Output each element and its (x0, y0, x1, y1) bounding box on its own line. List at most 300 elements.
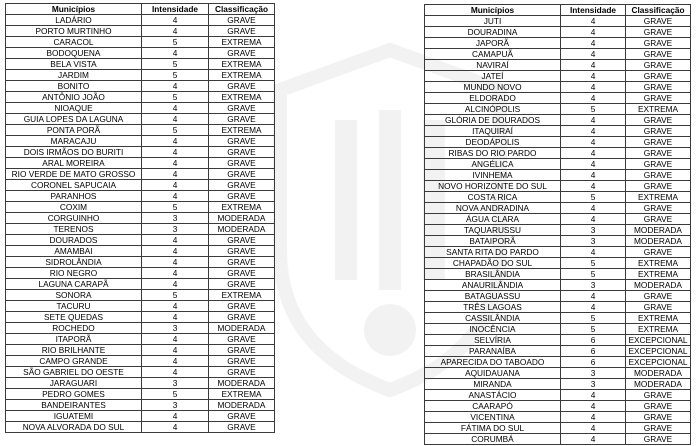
table-row (6, 367, 275, 378)
table-row (6, 191, 275, 202)
classificacao-cell: GRAVE (209, 367, 275, 378)
table-row (6, 103, 275, 114)
table-row (6, 114, 275, 125)
municipio-cell: JARDIM (6, 70, 142, 81)
classificacao-cell: GRAVE (209, 268, 275, 279)
classificacao-cell: GRAVE (209, 312, 275, 323)
intensidade-cell: 3 (142, 400, 209, 411)
intensidade-cell: 4 (561, 148, 626, 159)
table-row (6, 213, 275, 224)
header-intensidade: Intensidade (142, 4, 209, 15)
municipio-cell: COSTA RICA (425, 192, 561, 203)
municipio-cell: BATAGUASSU (425, 291, 561, 302)
table-row (425, 71, 691, 82)
classificacao-cell: EXTREMA (209, 59, 275, 70)
intensidade-cell: 3 (142, 213, 209, 224)
intensidade-cell: 4 (142, 103, 209, 114)
intensidade-cell: 4 (142, 81, 209, 92)
intensidade-cell: 4 (142, 147, 209, 158)
table-row (425, 346, 691, 357)
table-row (6, 15, 275, 26)
municipio-cell: TAQUARUSSU (425, 225, 561, 236)
classificacao-cell: GRAVE (626, 170, 691, 181)
intensidade-cell: 4 (142, 15, 209, 26)
intensidade-cell: 4 (561, 434, 626, 445)
table-row (6, 290, 275, 301)
intensidade-cell: 4 (142, 312, 209, 323)
municipio-cell: RIBAS DO RIO PARDO (425, 148, 561, 159)
municipio-cell: DOIS IRMÃOS DO BURITI (6, 147, 142, 158)
table-row (425, 93, 691, 104)
table-row (425, 357, 691, 368)
table-row (6, 268, 275, 279)
classificacao-cell: MODERADA (626, 280, 691, 291)
classificacao-cell: GRAVE (209, 147, 275, 158)
classificacao-cell: EXTREMA (209, 125, 275, 136)
intensidade-cell: 4 (561, 170, 626, 181)
table-row (425, 192, 691, 203)
header-row (425, 5, 691, 16)
intensidade-cell: 6 (561, 346, 626, 357)
intensidade-cell: 5 (142, 37, 209, 48)
intensidade-cell: 4 (561, 16, 626, 27)
table-row (425, 423, 691, 434)
classificacao-cell: GRAVE (626, 115, 691, 126)
table-row (6, 92, 275, 103)
table-row (6, 389, 275, 400)
municipio-cell: JAPORÃ (425, 38, 561, 49)
table-row (6, 136, 275, 147)
classificacao-cell: EXTREMA (626, 313, 691, 324)
classificacao-cell: MODERADA (626, 236, 691, 247)
table-row (6, 59, 275, 70)
classificacao-cell: MODERADA (209, 400, 275, 411)
municipio-cell: CAARAPÓ (425, 401, 561, 412)
intensidade-cell: 4 (561, 27, 626, 38)
intensidade-cell: 5 (561, 269, 626, 280)
table-row (6, 279, 275, 290)
municipio-cell: ANAURILÂNDIA (425, 280, 561, 291)
intensidade-cell: 6 (561, 335, 626, 346)
table-row (425, 269, 691, 280)
municipio-cell: NOVA ANDRADINA (425, 203, 561, 214)
classificacao-cell: EXTREMA (626, 192, 691, 203)
table-row (6, 202, 275, 213)
municipio-cell: CAMAPUÃ (425, 49, 561, 60)
table-row (425, 280, 691, 291)
classificacao-cell: GRAVE (626, 38, 691, 49)
municipio-cell: CARACOL (6, 37, 142, 48)
classificacao-cell: GRAVE (626, 423, 691, 434)
classificacao-cell: GRAVE (209, 246, 275, 257)
intensidade-cell: 4 (561, 291, 626, 302)
intensidade-cell: 4 (142, 235, 209, 246)
intensidade-cell: 4 (142, 136, 209, 147)
intensidade-cell: 4 (561, 181, 626, 192)
classificacao-cell: GRAVE (209, 26, 275, 37)
header-classificacao: Classificação (209, 4, 275, 15)
municipio-cell: DOURADINA (425, 27, 561, 38)
classificacao-cell: GRAVE (626, 137, 691, 148)
intensidade-cell: 4 (561, 302, 626, 313)
table-row (6, 37, 275, 48)
municipio-cell: FÁTIMA DO SUL (425, 423, 561, 434)
municipio-cell: RIO BRILHANTE (6, 345, 142, 356)
municipio-cell: JARAGUARI (6, 378, 142, 389)
municipio-cell: RIO NEGRO (6, 268, 142, 279)
intensidade-cell: 4 (142, 367, 209, 378)
intensidade-cell: 4 (142, 334, 209, 345)
classificacao-cell: EXTREMA (626, 104, 691, 115)
municipio-cell: LADÁRIO (6, 15, 142, 26)
table-row (425, 379, 691, 390)
classificacao-cell: GRAVE (209, 191, 275, 202)
table-row (425, 104, 691, 115)
intensidade-cell: 4 (142, 301, 209, 312)
classificacao-cell: EXTREMA (626, 258, 691, 269)
intensidade-cell: 4 (561, 126, 626, 137)
municipio-cell: ALCINÓPOLIS (425, 104, 561, 115)
municipio-cell: NOVO HORIZONTE DO SUL (425, 181, 561, 192)
intensidade-cell: 4 (142, 158, 209, 169)
table-row (425, 60, 691, 71)
municipio-cell: TACURU (6, 301, 142, 312)
classificacao-cell: GRAVE (626, 181, 691, 192)
classificacao-cell: GRAVE (626, 291, 691, 302)
table-row (6, 70, 275, 81)
table-row (6, 356, 275, 367)
table-row (6, 257, 275, 268)
municipio-cell: ARAL MOREIRA (6, 158, 142, 169)
classificacao-cell: EXTREMA (209, 290, 275, 301)
municipio-cell: TRÊS LAGOAS (425, 302, 561, 313)
table-row (425, 412, 691, 423)
table-row (425, 236, 691, 247)
classificacao-cell: EXTREMA (209, 70, 275, 81)
table-row (6, 323, 275, 334)
classificacao-cell: GRAVE (626, 203, 691, 214)
intensidade-cell: 5 (142, 290, 209, 301)
classificacao-cell: EXTREMA (209, 37, 275, 48)
table-row (6, 169, 275, 180)
municipio-cell: PEDRO GOMES (6, 389, 142, 400)
intensidade-cell: 4 (561, 137, 626, 148)
classificacao-cell: GRAVE (626, 434, 691, 445)
municipio-cell: TERENOS (6, 224, 142, 235)
municipio-cell: IGUATEMI (6, 411, 142, 422)
intensidade-cell: 4 (142, 246, 209, 257)
intensidade-cell: 4 (142, 26, 209, 37)
table-row (425, 159, 691, 170)
header-municipios: Municípios (425, 5, 561, 16)
classificacao-cell: GRAVE (626, 49, 691, 60)
classificacao-cell: GRAVE (209, 301, 275, 312)
municipio-cell: MARACAJU (6, 136, 142, 147)
intensidade-cell: 4 (142, 180, 209, 191)
municipio-cell: DOURADOS (6, 235, 142, 246)
table-row (6, 26, 275, 37)
table-row (425, 214, 691, 225)
table-row (425, 302, 691, 313)
municipio-cell: CHAPADÃO DO SUL (425, 258, 561, 269)
intensidade-cell: 4 (561, 214, 626, 225)
classificacao-cell: EXCEPCIONAL (626, 346, 691, 357)
intensidade-cell: 5 (142, 70, 209, 81)
table-row (425, 203, 691, 214)
intensidade-cell: 6 (561, 357, 626, 368)
intensidade-cell: 5 (561, 258, 626, 269)
table-row (6, 400, 275, 411)
classificacao-cell: GRAVE (626, 247, 691, 258)
municipio-cell: NIOAQUE (6, 103, 142, 114)
classificacao-cell: GRAVE (209, 81, 275, 92)
intensidade-cell: 4 (142, 169, 209, 180)
classificacao-cell: MODERADA (626, 225, 691, 236)
table-row (6, 334, 275, 345)
municipio-cell: PONTA PORÃ (6, 125, 142, 136)
table-row (6, 235, 275, 246)
header-intensidade: Intensidade (561, 5, 626, 16)
intensidade-cell: 5 (561, 324, 626, 335)
municipio-cell: INOCÊNCIA (425, 324, 561, 335)
intensidade-cell: 4 (142, 48, 209, 59)
classificacao-cell: GRAVE (626, 27, 691, 38)
classificacao-cell: GRAVE (209, 48, 275, 59)
municipio-cell: CORGUINHO (6, 213, 142, 224)
municipio-cell: GUIA LOPES DA LAGUNA (6, 114, 142, 125)
table-row (6, 422, 275, 433)
municipio-cell: CAMPO GRANDE (6, 356, 142, 367)
municipio-cell: PARANHOS (6, 191, 142, 202)
municipio-cell: SIDROLÂNDIA (6, 257, 142, 268)
intensidade-cell: 4 (561, 247, 626, 258)
table-row (425, 258, 691, 269)
municipio-cell: IVINHEMA (425, 170, 561, 181)
municipio-cell: SONORA (6, 290, 142, 301)
municipio-cell: BATAIPORÃ (425, 236, 561, 247)
table-row (6, 246, 275, 257)
classificacao-cell: GRAVE (626, 390, 691, 401)
classificacao-cell: EXTREMA (626, 324, 691, 335)
table-row (6, 224, 275, 235)
municipio-cell: ITAQUIRAÍ (425, 126, 561, 137)
table-row (425, 291, 691, 302)
intensidade-cell: 4 (142, 268, 209, 279)
table-row (425, 368, 691, 379)
classificacao-cell: GRAVE (209, 356, 275, 367)
table-row (425, 126, 691, 137)
intensidade-cell: 4 (142, 279, 209, 290)
intensidade-cell: 4 (142, 356, 209, 367)
municipio-cell: ANGÉLICA (425, 159, 561, 170)
municipio-cell: NAVIRAÍ (425, 60, 561, 71)
table-row (425, 49, 691, 60)
table-row (425, 401, 691, 412)
intensidade-cell: 4 (561, 203, 626, 214)
table-row (6, 301, 275, 312)
intensidade-cell: 4 (561, 412, 626, 423)
classificacao-cell: GRAVE (209, 345, 275, 356)
municipio-cell: CASSILÂNDIA (425, 313, 561, 324)
municipio-cell: VICENTINA (425, 412, 561, 423)
table-row (425, 324, 691, 335)
header-row (6, 4, 275, 15)
intensidade-cell: 4 (561, 115, 626, 126)
municipio-cell: BRASILÂNDIA (425, 269, 561, 280)
table-row (6, 147, 275, 158)
table-row (425, 313, 691, 324)
municipio-cell: JUTI (425, 16, 561, 27)
classificacao-cell: EXCEPCIONAL (626, 335, 691, 346)
intensidade-cell: 3 (561, 225, 626, 236)
intensidade-cell: 4 (142, 114, 209, 125)
table-row (6, 345, 275, 356)
intensidade-cell: 3 (142, 378, 209, 389)
classificacao-cell: GRAVE (626, 401, 691, 412)
intensidade-cell: 4 (142, 257, 209, 268)
intensidade-cell: 3 (561, 368, 626, 379)
classificacao-cell: EXTREMA (626, 269, 691, 280)
classificacao-cell: GRAVE (626, 159, 691, 170)
municipio-cell: ANTÔNIO JOÃO (6, 92, 142, 103)
classificacao-cell: GRAVE (209, 103, 275, 114)
municipio-cell: NOVA ALVORADA DO SUL (6, 422, 142, 433)
classificacao-cell: GRAVE (626, 82, 691, 93)
municipio-cell: SELVÍRIA (425, 335, 561, 346)
header-municipios: Municípios (6, 4, 142, 15)
classificacao-cell: GRAVE (626, 412, 691, 423)
table-row (425, 390, 691, 401)
table-row (425, 27, 691, 38)
table-row (425, 16, 691, 27)
table-row (6, 180, 275, 191)
municipio-cell: BELA VISTA (6, 59, 142, 70)
classificacao-cell: GRAVE (209, 334, 275, 345)
intensidade-cell: 4 (561, 423, 626, 434)
intensidade-cell: 4 (561, 401, 626, 412)
municipio-cell: AMAMBAI (6, 246, 142, 257)
intensidade-cell: 3 (142, 224, 209, 235)
municipio-cell: PARANAÍBA (425, 346, 561, 357)
intensidade-cell: 4 (561, 49, 626, 60)
intensidade-cell: 5 (142, 59, 209, 70)
table-row (6, 378, 275, 389)
municipio-cell: SETE QUEDAS (6, 312, 142, 323)
municipio-cell: ANASTÁCIO (425, 390, 561, 401)
classificacao-cell: GRAVE (626, 16, 691, 27)
classificacao-cell: EXTREMA (209, 389, 275, 400)
classificacao-cell: GRAVE (209, 158, 275, 169)
municipio-cell: ELDORADO (425, 93, 561, 104)
intensidade-cell: 4 (561, 82, 626, 93)
table-row (6, 158, 275, 169)
table-row (425, 170, 691, 181)
municipio-cell: PORTO MURTINHO (6, 26, 142, 37)
table-row (425, 137, 691, 148)
classificacao-cell: MODERADA (209, 323, 275, 334)
municipio-cell: SÃO GABRIEL DO OESTE (6, 367, 142, 378)
municipio-cell: AQUIDAUANA (425, 368, 561, 379)
classificacao-cell: GRAVE (626, 126, 691, 137)
intensidade-cell: 4 (142, 345, 209, 356)
intensidade-cell: 3 (142, 323, 209, 334)
table-row (6, 81, 275, 92)
classificacao-cell: GRAVE (209, 279, 275, 290)
header-classificacao: Classificação (626, 5, 691, 16)
intensidade-cell: 5 (142, 389, 209, 400)
table-row (6, 411, 275, 422)
municipio-cell: ROCHEDO (6, 323, 142, 334)
classificacao-cell: GRAVE (626, 148, 691, 159)
classificacao-cell: EXTREMA (209, 92, 275, 103)
intensidade-cell: 3 (561, 379, 626, 390)
classificacao-cell: MODERADA (626, 379, 691, 390)
table-row (425, 181, 691, 192)
municipio-cell: ÁGUA CLARA (425, 214, 561, 225)
municipio-cell: LAGUNA CARAPÃ (6, 279, 142, 290)
municipio-cell: ITAPORÃ (6, 334, 142, 345)
intensidade-cell: 5 (142, 92, 209, 103)
classificacao-cell: GRAVE (209, 411, 275, 422)
table-row (425, 82, 691, 93)
intensidade-cell: 3 (561, 280, 626, 291)
municipio-cell: BODOQUENA (6, 48, 142, 59)
intensidade-cell: 5 (142, 125, 209, 136)
municipio-cell: DEODÁPOLIS (425, 137, 561, 148)
intensidade-cell: 5 (561, 192, 626, 203)
municipio-cell: CORONEL SAPUCAIA (6, 180, 142, 191)
table-row (6, 125, 275, 136)
table-row (425, 434, 691, 445)
classificacao-cell: MODERADA (209, 224, 275, 235)
intensidade-cell: 4 (561, 38, 626, 49)
classificacao-cell: MODERADA (209, 378, 275, 389)
intensidade-cell: 5 (561, 104, 626, 115)
classificacao-cell: EXTREMA (209, 202, 275, 213)
municipio-cell: SANTA RITA DO PARDO (425, 247, 561, 258)
intensidade-cell: 3 (561, 236, 626, 247)
table-row (425, 115, 691, 126)
classificacao-cell: GRAVE (209, 180, 275, 191)
table-row (425, 225, 691, 236)
intensidade-cell: 4 (561, 390, 626, 401)
municipalities-table-left (5, 3, 275, 433)
municipio-cell: CORUMBÁ (425, 434, 561, 445)
municipio-cell: JATEÍ (425, 71, 561, 82)
classificacao-cell: GRAVE (209, 136, 275, 147)
classificacao-cell: GRAVE (209, 114, 275, 125)
municipio-cell: BANDEIRANTES (6, 400, 142, 411)
intensidade-cell: 4 (142, 191, 209, 202)
table-row (425, 335, 691, 346)
municipio-cell: GLÓRIA DE DOURADOS (425, 115, 561, 126)
intensidade-cell: 4 (561, 93, 626, 104)
classificacao-cell: GRAVE (209, 15, 275, 26)
table-row (6, 48, 275, 59)
classificacao-cell: EXCEPCIONAL (626, 357, 691, 368)
intensidade-cell: 4 (142, 422, 209, 433)
intensidade-cell: 4 (142, 411, 209, 422)
intensidade-cell: 4 (561, 60, 626, 71)
municipio-cell: COXIM (6, 202, 142, 213)
municipio-cell: MIRANDA (425, 379, 561, 390)
municipio-cell: APARECIDA DO TABOADO (425, 357, 561, 368)
intensidade-cell: 4 (561, 159, 626, 170)
municipio-cell: BONITO (6, 81, 142, 92)
classificacao-cell: GRAVE (209, 235, 275, 246)
classificacao-cell: MODERADA (626, 368, 691, 379)
table-row (425, 247, 691, 258)
